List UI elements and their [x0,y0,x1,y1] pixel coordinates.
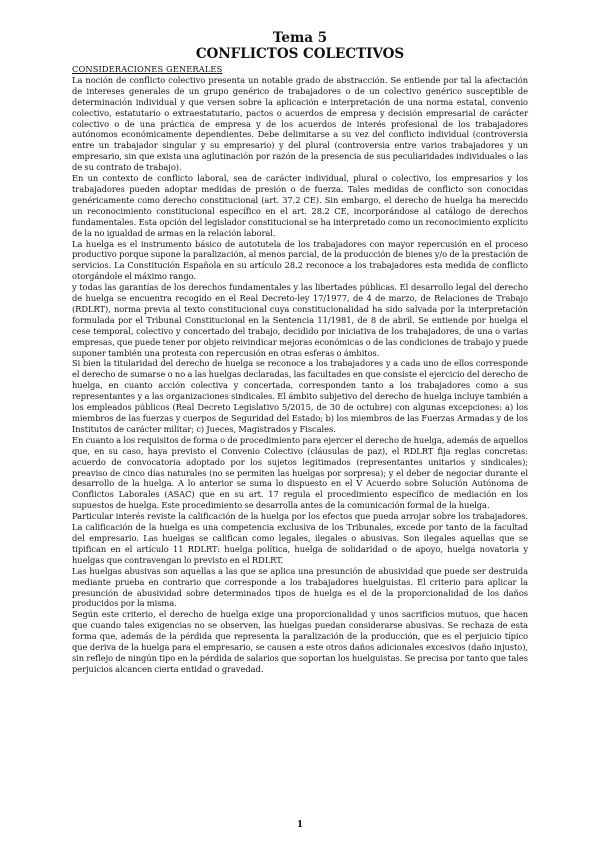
section-heading: CONSIDERACIONES GENERALES [72,64,223,74]
paragraph-3: La huelga es el instrumento básico de autotutela de los trabajadores con mayor repercusión en el proceso productivo porque supone la paralización, al menos parcial, de la producción de bienes y/o de la prestación de servicios. La Constitución Española en su artículo 28.2 reconoce a los trabajadores esta medida de conflicto otorgándole el máximo rango. [72,238,528,282]
paragraph-5: Si bien la titularidad del derecho de huelga se reconoce a los trabajadores y a cada uno de ellos corresponde el derecho de sumarse o no a las huelgas declaradas, las facultades en que consiste el ejercicio del derecho de huelga, en cuanto acción colectiva y concertada, corresponden tanto a los trabajadores como a sus representantes y a las organizaciones sindicales. El ámbito subjetivo del derecho de huelga incluye también a los empleados públicos (Real Decreto Legislativo 5/2015, de 30 de octubre) con algunas excepciones: a) los miembros de las fuerzas y cuerpos de Seguridad del Estado; b) los miembros de las Fuerzas Armadas y de los Institutos de carácter militar; c) Jueces, Magistrados y Fiscales. [72,358,528,434]
paragraph-2: En un contexto de conflicto laboral, sea de carácter individual, plural o colectivo, los empresarios y los trabajadores pueden adoptar medidas de presión o de fuerza. Tales medidas de conflicto son conocidas genéricamente como derecho constitucional (art. 37.2 CE). Sin embargo, el derecho de huelga ha merecido un reconocimiento constitucional específico en el art. 28.2 CE, incorporándose al catálogo de derechos fundamentales. Esta opción del legislador constitucional se ha interpretado como un reconocimiento explícito de la no igualdad de armas en la relación laboral. [72,173,528,238]
page-subtitle: CONFLICTOS COLECTIVOS [195,46,405,62]
paragraph-6: En cuanto a los requisitos de forma o de procedimiento para ejercer el derecho de huelga, además de aquellos que, en su caso, haya previsto el Convenio Colectivo (cláusulas de paz), el RDLRT fija reglas concretas: acuerdo de convocatoria adoptado por los sujetos legitimados (representantes unitarios y sindicales); preaviso de cinco días naturales (no se permiten las huelgas por sorpresa); y el deber de negociar durante el desarrollo de la huelga. A lo anterior se suma lo dispuesto en el V Acuerdo sobre Solución Autónoma de Conflictos Laborales (ASAC) que en su art. 17 regula el procedimiento específico de mediación en los supuestos de huelga. Este procedimiento se desarrolla antes de la comunicación formal de la huelga. [72,434,528,511]
paragraph-1: La noción de conflicto colectivo presenta un notable grado de abstracción. Se entiende por tal la afectación de intereses generales de un grupo genérico de trabajadores o de un colectivo genérico susceptible de determinación individual y que versen sobre la aplicación e interpretación de una norma estatal, convenio colectivo, estatutario o extraestatutario, pactos o acuerdos de empresa y decisión empresarial de carácter colectivo o de una práctica de empresa y de los acuerdos de interés profesional de los trabajadores autónomos económicamente dependientes. Debe delimitarse a su vez del conflicto individual (controversia entre un trabajador singular y su empresario) y del plural (controversia entre varios trabajadores y un empresario, sin que exista una aglutinación por razón de la presencia de sus peculiaridades individuales o las de su contrato de trabajo). [72,74,528,173]
paragraph-4: y todas las garantías de los derechos fundamentales y las libertades públicas. El desarrollo legal del derecho de huelga se encuentra recogido en el Real Decreto-ley 17/1977, de 4 de marzo, de Relaciones de Trabajo (RDLRT), norma previa al texto constitucional cuya constitucionalidad ha sido salvada por la interpretación formulada por el Tribunal Constitucional en la Sentencia 11/1981, de 8 de abril. Se entiende por huelga el cese temporal, colectivo y concertado del trabajo, decidido por iniciativa de los trabajadores, de una o varias empresas, que puede tener por objeto reivindicar mejoras económicas o de las condiciones de trabajo y puede suponer también una protesta con repercusión en otras esferas o ámbitos. [72,282,528,358]
paragraph-9: Según este criterio, el derecho de huelga exige una proporcionalidad y unos sacrificios mutuos, que hacen que cuando tales exigencias no se observen, las huelgas puedan considerarse abusivas. Se rechaza de esta forma que, además de la pérdida que representa la paralización de la producción, que es el perjuicio típico que deriva de la huelga para el empresario, se causen a este otros daños adicionales excesivos (daño injusto), sin reflejo de ningún tipo en la pérdida de salarios que soportan los huelguistas. Se precisa por tanto que tales perjuicios alcancen cierta entidad o gravedad. [72,609,528,674]
paragraph-7: Particular interés reviste la calificación de la huelga por los efectos que pueda arrojar sobre los trabajadores. La calificación de la huelga es una competencia exclusiva de los Tribunales, excede por tanto de la facultad del empresario. Las huelgas se califican como legales, ilegales o abusivas. Son ilegales aquellas que se tipifican en el artículo 11 RDLRT: huelga política, huelga de solidaridad o de apoyo, huelga novatoria y huelgas que contravengan lo previsto en el RDLRT. [72,511,528,565]
page-title: Tema 5 [272,30,328,46]
paragraph-8: Las huelgas abusivas son aquellas a las que se aplica una presunción de abusividad que puede ser destruida mediante prueba en contrario que corresponde a los trabajadores huelguistas. El criterio para aplicar la presunción de abusividad sobre determinados tipos de huelga es el de la proporcionalidad de los daños producidos por la misma. [72,565,528,609]
page-number: 1 [297,818,303,830]
